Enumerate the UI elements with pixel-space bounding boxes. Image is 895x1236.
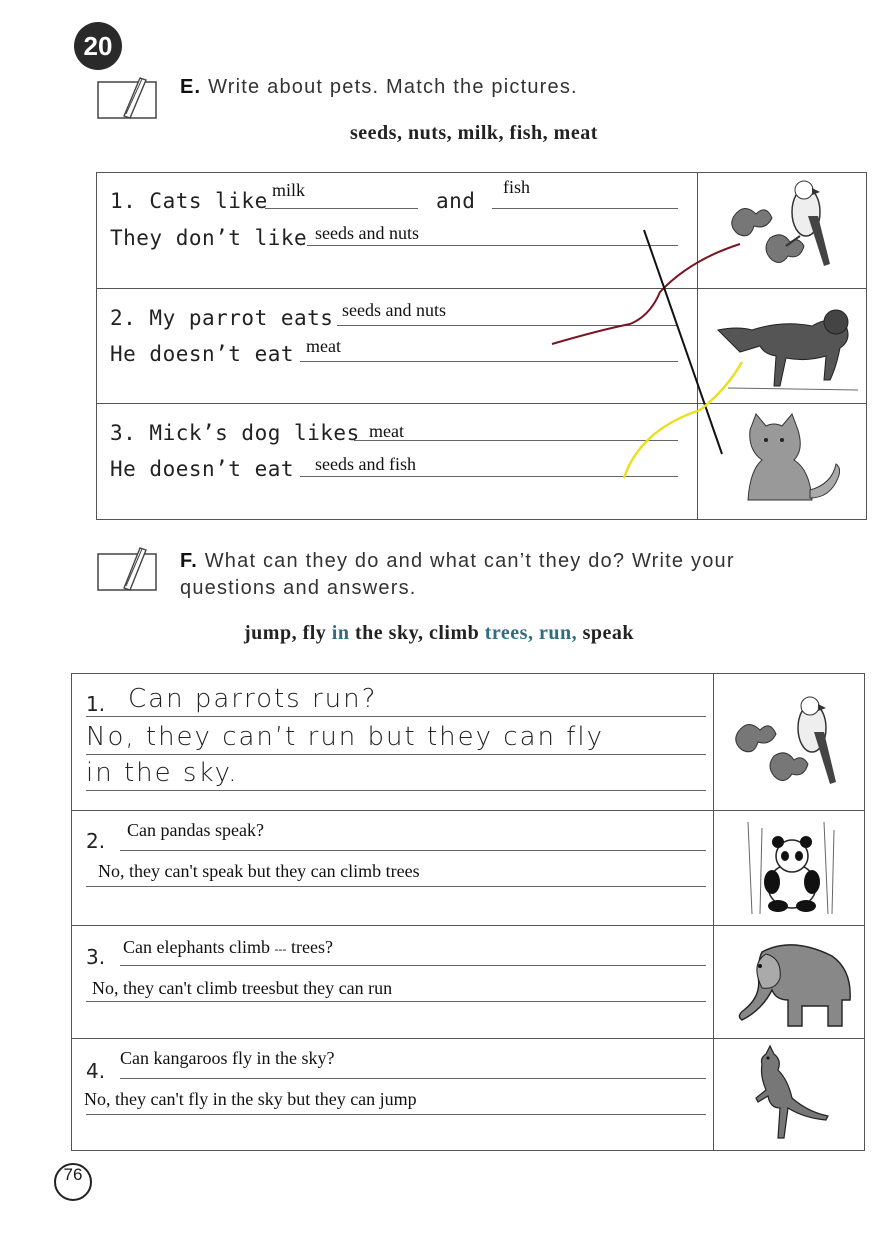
task-e-row2-line1-text: 2. My parrot eats [110,306,334,330]
task-f-row2-question: Can pandas speak? [127,820,264,840]
task-e-row2-line2-text: He doesn’t eat [110,342,295,366]
task-f-row3-question: Can elephants climb --- trees? [123,937,333,957]
task-e-row3-line1-text: 3. Mick’s dog likes [110,421,360,445]
page-number: 76 [54,1163,92,1201]
task-f-row1-number: 1. [86,692,106,716]
task-e-title: E. Write about pets. Match the pictures. [180,76,578,98]
exercise-number-badge: 20 [74,22,122,70]
task-e-row1-and: and [436,189,476,213]
task-f-row1-answer-line2: in the sky. [86,758,239,788]
kangaroo-picture [744,1044,834,1146]
task-e-row1-line1-text: 1. Cats like [110,189,268,213]
task-e-row1-line2-text: They don’t like [110,226,308,250]
task-e-row1-answer-line2: seeds and nuts [315,223,419,243]
task-e-row2-answer-line2: meat [306,336,341,356]
task-e-row1-answer-milk: milk [272,180,306,200]
task-f-row3-number: 3. [86,945,106,969]
task-e-row2-answer-line1: seeds and nuts [342,300,446,320]
task-f-row2-number: 2. [86,829,106,853]
match-line-cat [624,362,742,478]
parrot-picture-f [728,690,848,794]
task-f-row4-answer: No, they can't fly in the sky but they can jump [84,1089,417,1109]
task-f-row3-answer: No, they can't climb treesbut they can run [92,978,393,998]
pencil-write-icon-f [96,546,162,594]
task-e-row3-answer-line1: meat [369,421,404,441]
task-f-row1-answer-line1: No, they can’t run but they can fly [86,722,605,752]
task-e-row1-answer-fish: fish [503,177,530,197]
elephant-picture [722,932,862,1032]
task-f-row2-answer: No, they can't speak but they can climb trees [98,861,420,881]
task-f-title-line2: questions and answers. [180,577,417,599]
task-f-word-list: jump, fly in the sky, climb trees, run, speak [244,622,634,644]
task-f-title: F. What can they do and what can’t they do? Write your [180,550,735,572]
match-line-parrot [552,244,740,344]
task-e-row3-line2-text: He doesn’t eat [110,457,295,481]
panda-picture [738,818,842,920]
match-line-dog [644,230,722,454]
pencil-write-icon [96,76,162,122]
task-f-row4-question: Can kangaroos fly in the sky? [120,1048,335,1068]
task-f-row1-question: Can parrots run? [128,684,378,714]
matching-lines [540,220,760,490]
task-f-row4-number: 4. [86,1059,106,1083]
task-e-word-list: seeds, nuts, milk, fish, meat [350,122,598,144]
task-e-row3-answer-line2: seeds and fish [315,454,416,474]
